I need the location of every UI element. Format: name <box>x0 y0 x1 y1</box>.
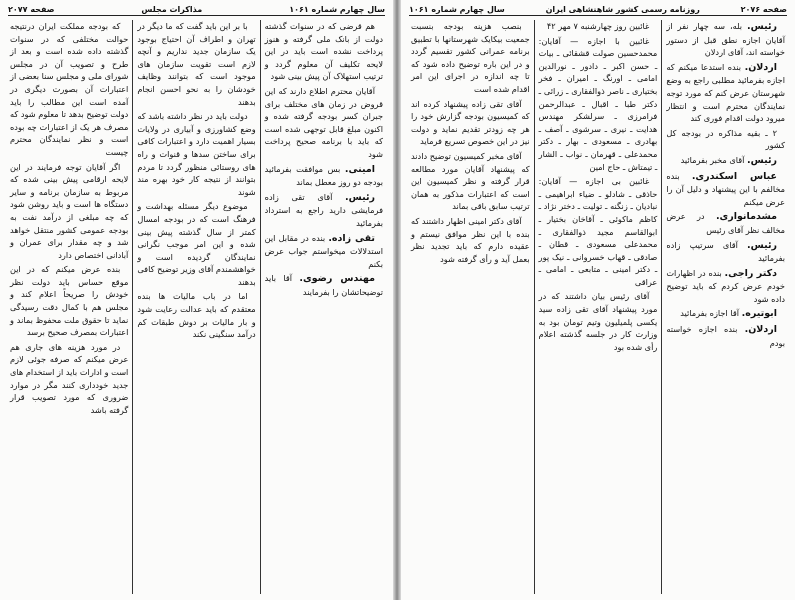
section-title: مذاکرات مجلس <box>141 4 203 14</box>
paragraph <box>666 127 785 152</box>
paragraph-text: آقای رئیس بیان داشتند که در مورد پیشنهاد آقای تقی زاده سید یکسی پلمیلیون وتیم تومان بود به وزارت کار در جلسه گذشته اعلام رأی شده بود <box>538 291 658 352</box>
paragraph <box>666 323 785 349</box>
paragraph-text: اما در باب مالیات ها بنده معتقدم که باید عدالت رعایت شود و بار مالیات بر دوش طبقات کم درآمد سنگینی نکند <box>137 291 256 340</box>
paragraph <box>539 20 658 33</box>
paragraph-text: آقای سرتیپ زاده بفرمائید <box>666 239 785 264</box>
paragraph <box>666 239 785 265</box>
page-number: صفحه ۲۰۷۶ <box>740 4 787 14</box>
speaker-name: رئیس. <box>747 239 777 251</box>
columns <box>407 20 789 594</box>
paragraph-text: بنده مخالفم با این پیشنهاد و دلیل آن را عرض میکنم <box>666 170 785 207</box>
paragraph <box>666 210 785 236</box>
publication-title: روزنامه رسمی کشور شاهنشاهی ایران <box>545 4 700 14</box>
right-page <box>401 0 795 600</box>
paragraph <box>137 200 255 288</box>
paragraph-text: آقایان محترم اطلاع دارند که این قروض در زمان های مختلف برای جبران کسر بودجه گرفته شده و اکنون مبلغ قابل توجهی شده است که باید با برنامه صحیح پرداخت شود <box>264 85 383 159</box>
paragraph <box>539 290 658 353</box>
issue-number: سال چهارم شماره ۱۰۶۱ <box>409 4 505 14</box>
paragraph-text: آقای دکتر امینی اظهار داشتند که بنده با این نظر موافق نیستم و عقیده دارم که باید تجدید نظر بعمل آید و رأی گرفته شود <box>410 215 530 264</box>
paragraph-text: آقای مخبر کمیسیون توضیح دادند که پیشنهاد آقایان مورد مطالعه قرار گرفته و نظر کمیسیون این است که اعتبارات مذکور به همان ترتیب سابق باقی بماند <box>410 150 530 212</box>
paragraph <box>539 35 658 174</box>
paragraph-text: بنده در اظهارات خودم عرض کردم که باید توضیح داده شود <box>666 267 785 304</box>
page-number: صفحه ۲۰۷۷ <box>8 4 55 14</box>
text-column <box>261 20 387 594</box>
speaker-name: رئیس. <box>747 154 777 166</box>
text-column <box>6 20 133 594</box>
paragraph-text: آقای مخبر بفرمائید <box>680 154 745 165</box>
paragraph-text: موضوع دیگر مسئله بهداشت و فرهنگ است که در بودجه امسال کمتر از سال گذشته پیش بینی شده و این امر موجب نگرانی نمایندگان گردیده است و خواهشمندم آقای وزیر توضیح کافی بدهند <box>137 201 256 287</box>
paragraph <box>666 307 785 321</box>
paragraph-text: آقا اجازه بفرمائید <box>680 308 740 319</box>
paragraph-text: با بر این باید گفت که ما دیگر در تهران و اطراف آن احتیاج بوجود یک سازمان جدید نداریم و آنچه لازم است تقویت سازمان های موجود است که بتوانند وظایف خودشان را به نحو احسن انجام بدهند <box>137 21 256 107</box>
speaker-name: دکتر راجی. <box>724 267 777 279</box>
speaker-name: اردلان. <box>744 61 777 73</box>
speaker-name: عباس اسکندری. <box>691 170 777 182</box>
paragraph <box>265 85 383 161</box>
speaker-name: ابوتیره. <box>741 308 777 320</box>
paragraph <box>137 110 255 198</box>
paragraph-text: آقای تقی زاده فرمایشی دارید راجع به استرداد بفرمائید <box>264 191 383 228</box>
text-column <box>133 20 260 594</box>
speaker-name: مشدمانواری. <box>715 211 777 223</box>
paragraph-text: دولت باید در نظر داشته باشد که وضع کشاورزی و آبیاری در ولایات بسیار اهمیت دارد و اعتبارات کافی برای ساختن سدها و قنوات و راه های روستائی منظور گردد تا مردم بتوانند از نتیجه کار خود بهره مند شوند <box>137 111 256 197</box>
speaker-name: مهندس رضوی. <box>299 273 376 285</box>
paragraph <box>411 150 530 213</box>
page-header <box>409 3 787 16</box>
paragraph-text: بنده اجازه خواسته بودم <box>666 324 785 348</box>
paragraph <box>666 154 785 168</box>
page-gutter <box>393 0 401 600</box>
paragraph <box>411 215 530 265</box>
text-column <box>407 20 535 594</box>
paragraph-text: که بودجه مملکت ایران درنتیجه حوالت مختلفی که در سنوات گذشته داده شده است و بعد از طرح و تصویب آن در مجلس شورای ملی و مجلس سنا بعضی از اعتبارات آن بصورت دیگری در آمده است این مطالب را باید دولت توضیح بدهد تا معلوم شود که مصرف هر یک از اعتبارات چه بوده است و نظر نمایندگان محترم چیست <box>10 21 129 157</box>
paragraph-text: ۲ ـ بقیه مذاکره در بودجه کل کشور <box>666 127 785 151</box>
paragraph <box>666 170 785 209</box>
paragraph <box>265 232 383 271</box>
paragraph-text: بس موافقت بفرمائید بودجه دو روز معطل بماند <box>264 163 383 188</box>
paragraph-text: هم قرضی که در سنوات گذشته دولت از بانک ملی گرفته و هنوز پرداخت نشده است باید در این لایحه تکلیف آن معلوم گردد و ترتیب استهلاک آن پیش بینی شود <box>264 21 383 82</box>
paragraph-text: بنده در مقابل این استدلالات میخواستم جواب عرض بکنم <box>264 232 383 269</box>
paragraph <box>265 163 383 189</box>
paragraph <box>265 272 383 298</box>
paragraph <box>10 341 128 417</box>
paragraph <box>10 161 128 262</box>
paragraph-text: در عرض مخالف نظر آقای رئیس <box>666 211 785 235</box>
paragraph-text: آقای تقی زاده پیشنهاد کرده اند که کمیسیون بودجه گزارش خود را هر چه زودتر تقدیم نماید و دولت نیز در این خصوص تسریع فرماید <box>410 98 530 147</box>
paragraph <box>539 175 658 288</box>
paragraph <box>411 20 530 96</box>
paragraph <box>10 263 128 339</box>
paragraph-text: بنصب هزینه بودجه بنسبت جمعیت بیکایک شهرستانها با تطبیق برنامه عمرانی کشور تقسیم گردد و در این باره توضیح داده شود که تا چه اندازه در اجرای این امر اقدام شده است <box>410 21 530 94</box>
paragraph-text: بنده استدعا میکنم که اجازه بفرمائید مطلبی راجع به وضع شهرستان عرض کنم که مورد توجه نمایندگان محترم است و انتظار میرود دولت اقدام فوری کند <box>666 61 785 124</box>
text-column <box>662 20 789 594</box>
speaker-name: اردلان. <box>744 324 777 336</box>
paragraph-text: اگر آقایان توجه فرمایند در این لایحه ارقامی پیش بینی شده که مربوط به سازمان برنامه و سایر دستگاه ها است و باید روشن شود که چه مبلغی از درآمد نفت به بودجه عمومی کشور منتقل خواهد شد و چه مقدار برای عمران و آبادانی اختصاص دارد <box>10 161 129 260</box>
paragraph <box>10 20 128 159</box>
speaker-name: رئیس. <box>345 191 375 203</box>
paragraph <box>137 20 255 108</box>
paragraph-text: آقا باید توضیحاتشان را بفرمایند <box>264 273 383 297</box>
page-header <box>8 3 385 16</box>
paragraph <box>411 98 530 148</box>
issue-number: سال چهارم شماره ۱۰۶۱ <box>289 4 385 14</box>
paragraph-text: غائبین بی اجازه — آقایان: حاذقی ـ شادلو ـ ضیاء ابراهیمی ـ نبادیان ـ زنگنه ـ تولیت ـ دختر نژاد ـ کاظم ماکوئی ـ آقاخان بختیار ـ ابوالقاسم مجید ذوالفقاری ـ محمدعلی مسعودی ـ قطان ـ صادقی ـ قهاب خسروانی ـ نیک پور ـ دکتر امینی ـ متابعی ـ امامی ـ عراقی <box>538 176 658 287</box>
paragraph-text: غائبین با اجازه — آقایان: محمدحسین صولت قشقائی ـ بیات ـ حسن اکبر ـ دادور ـ نورالدین امامی ـ اورنگ ـ امیران ـ فخر بختیاری ـ ناصر ذوالفقاری ـ زرائی ـ دکتر طبا ـ اقبال ـ عبدالرحمن فرامرزی ـ سرلشکر مهندس هدایت ـ نیری ـ سرشوی ـ آصف ـ بهادری ـ مسعودی ـ بهار ـ دکتر محمدعلی ـ قهرمان ـ نواب ـ الشار ـ تیمتاش ـ حاج امین <box>538 35 658 172</box>
paragraph <box>666 20 785 59</box>
paragraph <box>265 191 383 230</box>
paragraph <box>265 20 383 83</box>
columns <box>6 20 387 594</box>
paragraph-text: در مورد هزینه های جاری هم عرض میکنم که صرفه جوئی لازم است و ادارات باید از استخدام های جدید خودداری کنند مگر در موارد ضروری که مورد تصویب قرار گرفته باشد <box>10 341 129 415</box>
paragraph <box>666 61 785 125</box>
text-column <box>535 20 663 594</box>
speaker-name: تقی زاده. <box>328 232 375 244</box>
speaker-name: امینی. <box>344 163 375 175</box>
speaker-name: رئیس. <box>747 21 777 32</box>
paragraph <box>137 290 255 340</box>
paragraph-text: بنده عرض میکنم که در این موقع حساس باید دولت نظر خودش را صریحاً اعلام کند و مجلس هم با کمال دقت رسیدگی نماید تا حقوق ملت محفوظ بماند و اعتبارات بمصرف صحیح برسد <box>10 264 129 338</box>
left-page <box>0 0 393 600</box>
paragraph <box>666 267 785 306</box>
paragraph-text: بله، سه چهار نفر از آقایان اجازه نطق قبل از دستور خواسته اند، آقای اردلان <box>666 21 785 58</box>
paragraph-text: غائبین روز چهارشنبه ۷ مهر ۴۲ <box>546 21 650 31</box>
